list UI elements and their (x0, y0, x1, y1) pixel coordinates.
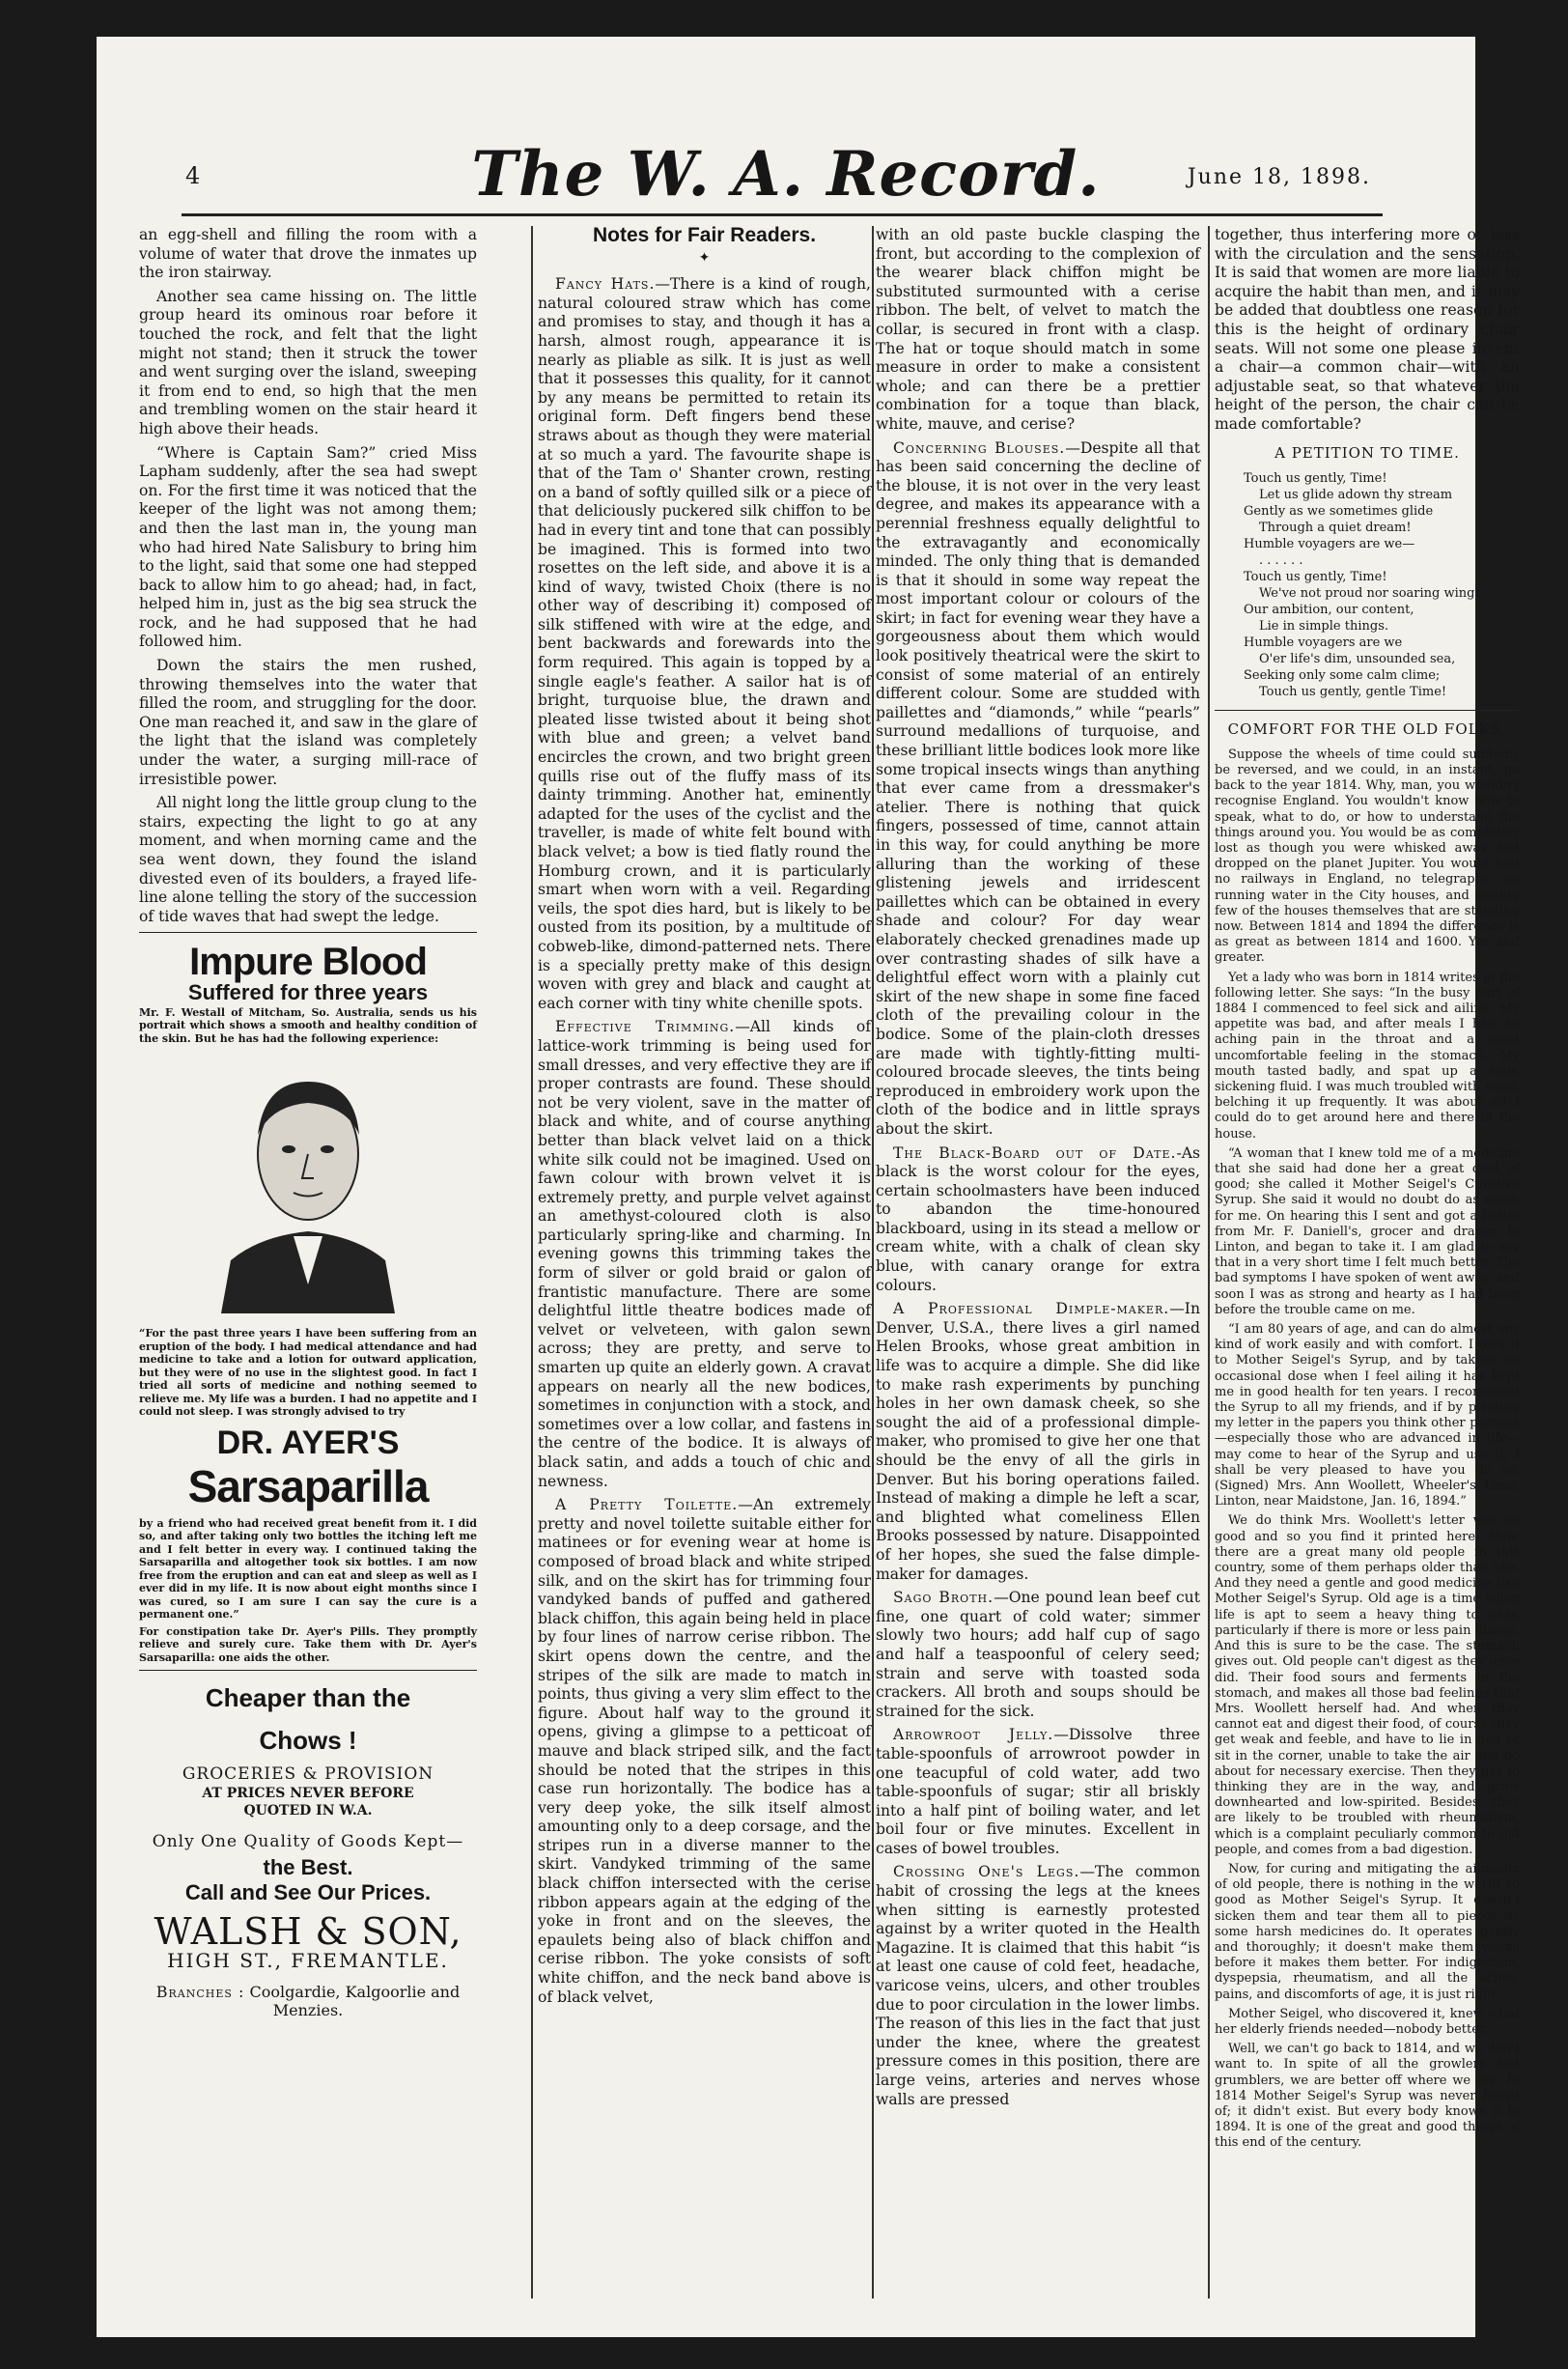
poem-line: Let us glide adown thy stream (1259, 488, 1453, 503)
article-paragraph: Yet a lady who was born in 1814 writes in the following letter. She says: “In the busy part of 1884 I commenced to feel sick and ailing. My appetite was bad, and after meals I had an aching pain in the throat and a most uncomfortable feeling in the stomach. My mouth tasted badly, and spat up a sour, sickening fluid. I was much troubled with wind, belching it up frequently. It was about all I could do to get around here and there in the house. (1215, 970, 1520, 1142)
paragraph-text: -As black is the worst colour for the eyes, certain schoolmasters have been induced to abandon the time-honoured blackboard, using in its stead a mellow or cream white, with a chalk of clean sky blue, with canary orange for extra colours. (876, 1143, 1200, 1294)
article-paragraph: Well, we can't go back to 1814, and we don't want to. In spite of all the growlers and grumblers, we are better off where we are. In 1814 Mother Seigel's Syrup was never heard of; it didn't exist. But every body knows it in 1894. It is one of the great and good things of this end of the century. (1215, 2042, 1520, 2151)
article-paragraph (876, 1144, 1200, 1296)
poem-line: Lie in simple things. (1259, 619, 1388, 635)
section-title: Notes for Fair Readers. (592, 224, 817, 246)
paragraph-text: —The common habit of crossing the legs at the knees when sitting is earnestly protested against by a writer quoted in the Health Magazine. It is claimed that this habit “is at least one cause of cold feet, headache, varicose veins, ulcers, and other troubles due to poor circulation in the lower limbs. The reason of this lies in the fact that just under the knee, where the greatest pressure comes in this position, there are large veins, arteries and nerves whose walls are pressed (876, 1863, 1200, 2108)
ornament: ✦ (698, 249, 711, 266)
column-1 (139, 226, 477, 2298)
poem-line: Our ambition, our content, (1244, 603, 1414, 618)
paragraph-lead: Sago Broth. (893, 1589, 994, 1607)
walsh-advertisement (139, 1682, 477, 2020)
paragraph-text: with an old paste buckle clasping the front, but according to the complexion of the wearer black chiffon might be substituted surmounted with a cerise ribbon. The belt, of velvet to match the collar, is secured in front with a clasp. The hat or toque should match in some measure in order to make a consistent whole; and can there be a prettier combination for a toque than black, white, mauve, and cerise? (876, 226, 1200, 433)
article-paragraph (538, 1018, 871, 1491)
walsh-line: GROCERIES & PROVISION (182, 1764, 434, 1785)
article-paragraph (538, 275, 871, 1013)
walsh-name: WALSH & SON, (154, 1910, 462, 1954)
walsh-line: Cheaper than the (205, 1683, 411, 1713)
poem-line: We've not proud nor soaring wings (1259, 586, 1482, 602)
walsh-line: the Best. (263, 1855, 353, 1880)
poem-line: Seeking only some calm clime; (1244, 668, 1441, 684)
ad-subhead: Suffered for three years (187, 980, 429, 1005)
poem-line: Touch us gently, Time! (1244, 570, 1387, 585)
comfort-title: COMFORT FOR THE OLD FOLKS. (1227, 720, 1507, 739)
poem-line: Touch us gently, gentle Time! (1259, 685, 1447, 700)
divider (139, 932, 477, 933)
walsh-address: HIGH ST., FREMANTLE. (167, 1949, 449, 1973)
header-rule (182, 213, 1383, 216)
article-paragraph: Mother Seigel, who discovered it, knew what her elderly friends needed—nobody better. (1215, 2006, 1520, 2037)
branches-list: Coolgardie, Kalgoorlie and Menzies. (249, 1982, 461, 2020)
article-paragraph: together, thus interfering more or less with the circulation and the sensation. It is said that women are more liable to acquire the habit than men, and it may be added that doubtless one reason for this is the height of ordinary chair seats. Will not some one please invent a chair—a common chair—with an adjustable seat, so that whatever the height of the person, the chair can be made comfortable? (1215, 226, 1520, 433)
poem (1244, 470, 1520, 700)
paragraph-lead: Crossing One's Legs. (893, 1863, 1080, 1881)
ad-brand-product: Sarsaparilla (187, 1460, 429, 1511)
ayer-advertisement (139, 941, 477, 1664)
paragraph-lead: The Black-Board out of Date. (893, 1143, 1177, 1162)
article-paragraph (876, 1589, 1200, 1721)
article-paragraph (876, 226, 1200, 435)
article-paragraph (876, 439, 1200, 1140)
divider (1215, 710, 1520, 711)
paragraph-text: —Dissolve three table-spoonfuls of arrowroot powder in one teacupful of cold water, add two table-spoonfuls of sugar; stir all briskly into a half pint of boiling water, and let boil four or five minutes. Excellent in cases of bowel troubles. (876, 1726, 1200, 1857)
article-paragraph (538, 1496, 871, 2007)
article-paragraph (876, 1726, 1200, 1858)
divider (139, 1670, 477, 1671)
paragraph-text: —In Denver, U.S.A., there lives a girl named Helen Brooks, whose great ambition in life was to acquire a dimple. She did like to make rash experiments by punching holes in her own damask cheek, so she sought the aid of a professional dimple-maker, who promised to give her one that should be the envy of all the girls in Denver. But his boring operations failed. Instead of making a dimple he left a scar, and blighted what comeliness Ellen Brooks possessed by nature. Disappointed of her hopes, she sued the false dimple-maker for damages. (876, 1300, 1200, 1583)
article-paragraph: Now, for curing and mitigating the ailments of old people, there is nothing in the world so good as Mother Seigel's Syrup. It doesn't sicken them and tear them all to pieces as some harsh medicines do. It operates gently and thoroughly; it doesn't make them worse before it makes them better. For indigestion, dyspepsia, rheumatism, and all the aches, pains, and discomforts of age, it is just right. (1215, 1861, 1520, 2002)
ad-intro: Mr. F. Westall of Mitcham, So. Australia, sends us his portrait which shows a smooth and healthy condition of the skin. But he has had the following experience: (139, 1005, 477, 1045)
paragraph-text: —All kinds of lattice-work trimming is being used for small dresses, and very effective they are if proper contrasts are found. These should not be very violent, save in the matter of black and white, and of course anything better than black velvet laid on a thick white silk could not be imagined. Used on fawn colour with brown velvet it is extremely pretty, and purple velvet against an amethyst-coloured cloth is also particularly spring-like and charming. In evening gowns this trimming takes the form of silver or gold braid or galon of frantistic manufacture. There are some delightful little theatre bodices made of velvet or velveteen, with galon sewn across; they are pretty, and serve to smarten up quite an elderly gown. A cravat appears on nearly all the new bodices, sometimes in conjunction with a stock, and sometimes over a low collar, and fastens in the centre of the bodice. It is always of black satin, and adds a touch of chic and newness. (538, 1018, 871, 1490)
poem-title: A PETITION TO TIME. (1274, 443, 1460, 462)
column-divider (1208, 226, 1210, 2298)
newspaper-page (97, 37, 1520, 2337)
walsh-line: Only One Quality of Goods Kept— (152, 1832, 464, 1852)
poem-line: O'er life's dim, unsounded sea, (1259, 652, 1456, 667)
paragraph-lead: Arrowroot Jelly. (893, 1726, 1054, 1744)
poem-line: Humble voyagers are we (1244, 635, 1403, 651)
paragraph-text: —There is a kind of rough, natural coloured straw which has come and promises to stay, and though it has a harsh, almost rough, appearance it is nearly as pliable as silk. It is just as well that it possesses this quality, for it cannot by any means be permitted to retain its original form. Deft fingers bend these straws about as though they were material at so much a yard. The favourite shape is that of the Tam o' Shanter crown, resting on a band of softly quilled silk or a piece of that deliciously puckered silk chiffon to be had in every tint and tone that can possibly be imagined. This is formed into two rosettes on the left side, and above it is a kind of wavy, twisted Choix (there is no other way of describing it) composed of silk stiffened with wire at the edge, and bent backwards and forewards into the form required. This again is topped by a single eagle's feather. A sailor hat is of bright, turquoise blue, the drawn and pleated lisse twisted about it being shot with blue and green; a velvet band encircles the crown, and two bright green quills rise out of the fluffy mass of its dainty trimming. Another hat, eminently adapted for the uses of the cyclist and the traveller, is made of white felt bound with black velvet; a bow is tied flatly round the Homburg crown, and it is particularly smart when worn with a veil. Regarding veils, the spot dies hard, but is likely to be ousted from its position, by a multitude of cobweb-like, dimond-patterned nets. There is a specially pretty make of this design woven with grey and black and caught at each corner with tiny white chenille spots. (538, 275, 872, 1012)
article-paragraph: We do think Mrs. Woollett's letter will do good and so you find it printed here. Now, there are a great many old people in this country, some of them perhaps older than she. And they need a gentle and good medicine like Mother Seigel's Syrup. Old age is a time when life is apt to seem a heavy thing to bear, particularly if there is more or less pain illness. And this is sure to be the case. The stomach gives out. Old people can't digest as they once did. Their food sours and ferments in the stomach, and makes all those bad feelings that Mrs. Woollett herself had. And when they cannot eat and digest their food, of course they get weak and feeble, and have to lie in bed or sit in the corner, unable to take the air and go about for necessary exercise. Then they get to thinking they are in the way, and grow downhearted and low-spirited. Besides, they are likely to be troubled with rheumatism, which is a complaint peculiarly common to old people, and comes from a bad digestion. (1215, 1513, 1520, 1857)
story-paragraph: an egg-shell and filling the room with a volume of water that drove the inmates up the iron stairway. (139, 226, 477, 282)
column-2 (538, 226, 871, 2298)
paragraph-lead: Fancy Hats. (555, 275, 656, 294)
story-paragraph: All night long the little group clung to the stairs, expecting the light to go at any moment, and when morning came and the sea went down, they found the island divested even of its boulders, a frayed life-line alone telling the story of the succession of tide waves that had swept the ledge. (139, 794, 477, 925)
article-paragraph: “A woman that I knew told me of a medicine that she said had done her a great deal of good; she called it Mother Seigel's Curative Syrup. She said it would no doubt do as much for me. On hearing this I sent and got a bottle from Mr. F. Daniell's, grocer and draper, in Linton, and began to take it. I am glad to say that in a very short time I felt much better. The bad symptoms I have spoken of went away, and soon I was as strong and hearty as I had been before the trouble came on me. (1215, 1145, 1520, 1317)
paragraph-text: —Despite all that has been said concerning the decline of the blouse, it is not over in the very least degree, and makes its appearance with a perennial freshness equally delightful to the extravagantly and economically minded. The only thing that is demanded is that it should in some way repeat the most important colour or colours of the skirt; in fact for evening wear they have a gorgeousness about them which would look positively theatrical were the skirt to consist of some material of an entirely different colour. Some are studded with paillettes and “diamonds,” while “pearls” surround medallions of turquoise, and these brilliant little bodices look more like some tropical insects wings than anything that ever came from a dressmaker's atelier. There is nothing that quick fingers, possessed of time, cannot attain in this way, for could anything be more alluring than the working of these glistening jewels and irridescent paillettes which can be obtained in every shade and colour? For day wear elaborately checked grenadines made up over contrasting shades of silk have a delightful effect worn with a plainly cut skirt of the new shape in some fine faced cloth of the prevailing colour in the bodice. Some of the plain-cloth dresses are made with tightly-fitting multi-coloured brocade sleeves, the tints being reproduced in embroidery work upon the cloth of the bodice and in little sprays about the skirt. (876, 438, 1200, 1138)
paragraph-lead: Concerning Blouses. (893, 438, 1066, 457)
article-paragraph (876, 1300, 1200, 1584)
paragraph-text: —One pound lean beef cut fine, one quart of cold water; simmer slowly two hours; add half cup of sago and half a teaspoonful of celery seed; strain and serve with toasted soda crackers. All broth and soups should be strained for the sick. (876, 1589, 1200, 1720)
paragraph-text: —An extremely pretty and novel toilette suitable either for matinees or for evening wear at home is composed of broad black and white striped silk, and on the skirt has for trimming four vandyked bands of puffed and gathered black chiffon, this again being held in place by four lines of narrow cerise ribbon. The skirt opens down the centre, and the stripes of the silk are made to match in points, thus giving a very slim effect to the figure. About half way to the ground it opens, giving a glimpse to a petticoat of mauve and black striped silk, and the fact should be noted that the stripes in this case run horizontally. The bodice has a very deep yoke, the silk itself almost amounting only to a deep corsage, and the stripes run in a diverse manner to the skirt. Vandyked trimming of the same black chiffon intersected with the cerise ribbon appears again at the edging of the yoke in front and on the sleeves, the epaulets being also of black chiffon and cerise ribbon. The yoke consists of soft white chiffon, and the neck band above is of black velvet, (538, 1496, 872, 2006)
walsh-line: Call and See Our Prices. (184, 1879, 432, 1904)
branches-label: Branches : (155, 1982, 245, 2001)
article-paragraph (876, 1863, 1200, 2109)
page-number: 4 (185, 162, 201, 189)
column-3 (876, 226, 1200, 2298)
ad-footer: For constipation take Dr. Ayer's Pills. They promptly relieve and surely cure. Take them with Dr. Ayer's Sarsaparilla: one aids the other. (139, 1624, 477, 1664)
comfort-article (1215, 747, 1520, 2152)
portrait-illustration (202, 1053, 414, 1313)
poem-line: Gently as we sometimes glide (1244, 504, 1434, 520)
column-4 (1215, 226, 1520, 2298)
story-paragraph: Another sea came hissing on. The little group heard its ominous roar before it touched the rock, and felt that the light might not stand; then it struck the tower and went surging over the island, sweeping it from end to end, so high that the men and trembling women on the stair heard it high above their heads. (139, 287, 477, 437)
poem-line: Touch us gently, Time! (1244, 471, 1387, 487)
walsh-line: QUOTED IN W.A. (243, 1803, 373, 1819)
column-divider (872, 226, 874, 2298)
paragraph-lead: Effective Trimming. (555, 1018, 736, 1036)
paragraph-lead: A Pretty Toilette. (555, 1496, 739, 1514)
ad-testimonial-continued: by a friend who had received great benefit from it. I did so, and after taking only two bottles the itching left me and I felt better in every way. I continued taking the Sarsaparilla and altogether took six bottles. I am now free from the eruption and can eat and sleep as well as I ever did in my life. It is now about eight months since I was cured, so I am sure I can say the cure is a permanent one.” (139, 1516, 477, 1622)
article-paragraph: “I am 80 years of age, and can do almost any kind of work easily and with comfort. I owe it to Mother Seigel's Syrup, and by taking an occasional dose when I feel ailing it has kept me in good health for ten years. I recommend the Syrup to all my friends, and if by printing my letter in the papers you think other persons—especially those who are advanced in life—may come to hear of the Syrup and use it, I shall be very pleased to have you do so. (Signed) Mrs. Ann Woollett, Wheeler's Lane, Linton, near Maidstone, Jan. 16, 1894.” (1215, 1322, 1520, 1509)
walsh-line: Chows ! (259, 1726, 357, 1756)
ad-testimonial: “For the past three years I have been suffering from an eruption of the body. I had medical attendance and had medicine to take and a lotion for outward application, but they were of no use in the slightest good. In fact I tried all sorts of medicine and nothing seemed to relieve me. My life was a burden. I had no appetite and I could not sleep. I was strongly advised to try (139, 1327, 477, 1419)
walsh-branches (139, 1983, 477, 2020)
poem-line: . . . . . . (1259, 553, 1303, 569)
column-divider (531, 226, 533, 2298)
article-paragraph: Suppose the wheels of time could suddenly be reversed, and we could, in an instant, go back to the year 1814. Why, man, you wouldn't recognise England. You wouldn't know how to speak, what to do, or how to understand the things around you. You would be as completely lost as though you were whisked away and dropped on the planet Jupiter. You would find no railways in England, no telegraphs, no running water in the City houses, and mighty few of the houses themselves that are standing now. Between 1814 and 1894 the difference is as great as between 1814 and 1600. Yes and greater. (1215, 747, 1520, 966)
masthead: The W. A. Record. (471, 138, 1101, 211)
poem-line: Through a quiet dream! (1259, 521, 1412, 536)
story-paragraph: Down the stairs the men rushed, throwing themselves into the water that filled the room, and struggling for the door. One man reached it, and saw in the glare of the light that the island was completely under the water, a surging mill-race of irresistible power. (139, 657, 477, 788)
walsh-line: AT PRICES NEVER BEFORE (202, 1786, 414, 1802)
story-paragraph: “Where is Captain Sam?” cried Miss Lapham suddenly, after the sea had swept on. For the first time it was noticed that the keeper of the light was not among them; and then the last man in, the young man who had hired Nate Salisbury to bring him to the light, said that some one had stepped back to allow him to go ahead; had, in fact, helped him in, just as the big sea struck the rock, and he had supposed that he had followed him. (139, 443, 477, 651)
issue-date: June 18, 1898. (1187, 165, 1371, 189)
ad-brand-name: DR. AYER'S (216, 1424, 400, 1461)
paragraph-lead: A Professional Dimple-maker. (893, 1300, 1170, 1318)
ad-headline: Impure Blood (189, 941, 427, 984)
poem-line: Humble voyagers are we— (1244, 537, 1415, 552)
